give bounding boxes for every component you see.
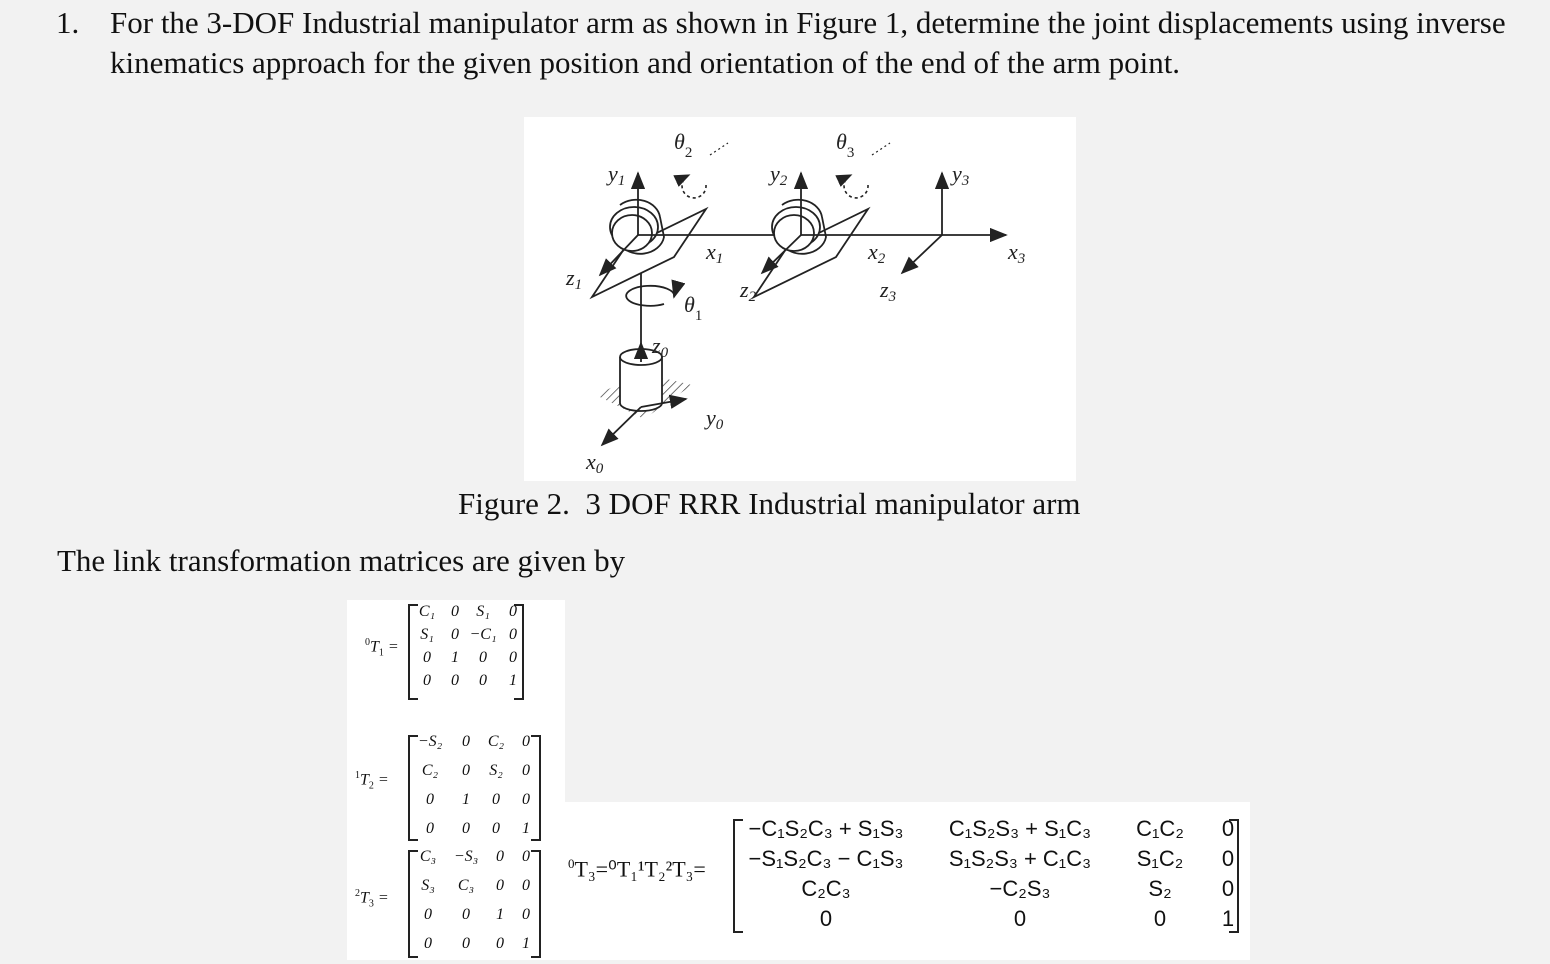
matrix-T12-cell-2-0: 0: [426, 791, 434, 808]
matrix-T12-cell-3-0: 0: [426, 820, 434, 837]
matrix-T12-cell-0-2: C₂: [487, 733, 505, 750]
matrix-T03-cell-2-0: C₂C₃: [801, 876, 851, 901]
label-x1: x1: [706, 239, 724, 267]
label-z0: z0: [652, 333, 669, 361]
matrix-T23-cell-2-2: 1: [496, 906, 504, 923]
joint-2: [592, 200, 706, 297]
joint-3: [754, 200, 868, 297]
matrix-T03-cell-2-2: S₂: [1148, 876, 1172, 901]
matrix-T01-cell-3-0: 0: [423, 672, 431, 689]
matrix-T23-cell-1-0: S₃: [421, 877, 435, 894]
matrix-label-T12: $^1T_2$ =: [355, 770, 389, 792]
matrix-T12-cell-2-3: 0: [522, 791, 530, 808]
label-y1: y1: [608, 161, 626, 189]
matrix-T03-cell-1-3: 0: [1221, 846, 1235, 871]
matrix-T23-cell-1-3: 0: [522, 877, 530, 894]
matrix-T12-cell-2-1: 1: [462, 791, 470, 808]
label-theta3: $\theta_3$: [836, 129, 855, 161]
manipulator-figure: [524, 117, 1076, 481]
matrix-T03-cell-1-2: S₁C₂: [1136, 846, 1184, 871]
label-theta2: $\theta_2$: [674, 129, 693, 161]
matrix-label-T23: $^2T_3$ =: [355, 888, 389, 910]
matrix-T01-cell-0-1: 0: [451, 603, 459, 620]
matrix-T01-cell-3-3: 1: [509, 672, 517, 689]
matrix-T12-cell-1-2: S₂: [489, 762, 503, 779]
problem-text: For the 3-DOF Industrial manipulator arm as shown in Figure 1, determine the joint displacements using inverse kinematics approach for the given position and orientation of the end of the arm point.: [110, 5, 1506, 80]
matrix-T03-cell-0-0: −C₁S₂C₃ + S₁S₃: [748, 816, 904, 841]
matrix-T23-cell-3-0: 0: [424, 935, 432, 952]
matrix-T01-cell-2-2: 0: [479, 649, 487, 666]
matrix-T12-cell-3-2: 0: [492, 820, 500, 837]
matrix-T01-cell-2-1: 1: [451, 649, 459, 666]
matrix-T01-cell-3-1: 0: [451, 672, 459, 689]
label-y0: y0: [706, 405, 724, 433]
matrix-T12-cell-3-1: 0: [462, 820, 470, 837]
matrix-T01-cell-3-2: 0: [479, 672, 487, 689]
label-x3: x3: [1008, 239, 1026, 267]
matrix-T12-cell-3-3: 1: [522, 820, 530, 837]
matrix-T23-cell-2-1: 0: [462, 906, 470, 923]
label-y3: y3: [952, 161, 970, 189]
label-x2: x2: [868, 239, 886, 267]
matrix-T03-cell-1-0: −S₁S₂C₃ − C₁S₃: [748, 846, 904, 871]
matrix-T12-cell-2-2: 0: [492, 791, 500, 808]
matrix-T01-cell-0-3: 0: [509, 603, 517, 620]
matrix-T03-cell-0-3: 0: [1221, 816, 1235, 841]
matrix-T23-cell-3-1: 0: [462, 935, 470, 952]
matrix-T23-cell-3-3: 1: [522, 935, 530, 952]
matrix-T03-cell-1-1: S₁S₂S₃ + C₁C₃: [948, 846, 1092, 871]
matrix-label-T01: $^0T_1$ =: [365, 637, 399, 659]
intro-text: The link transformation matrices are given by: [57, 543, 626, 578]
matrix-T12-cell-1-3: 0: [522, 762, 530, 779]
matrix-T01-cell-1-3: 0: [509, 626, 517, 643]
matrix-T03-cell-3-2: 0: [1153, 906, 1167, 931]
matrix-T03-cell-0-2: C₁C₂: [1136, 816, 1184, 841]
matrix-T01-cell-1-2: −C₁: [469, 626, 497, 643]
matrix-T12-cell-1-0: C₂: [421, 762, 439, 779]
label-z2: z2: [740, 277, 757, 305]
matrix-T23-cell-3-2: 0: [496, 935, 504, 952]
matrix-T23-cell-2-3: 0: [522, 906, 530, 923]
matrix-T01-cell-2-3: 0: [509, 649, 517, 666]
matrix-T03-cell-3-3: 1: [1221, 906, 1235, 931]
problem-number: 1.: [56, 5, 80, 40]
label-z3: z3: [880, 277, 897, 305]
label-z1: z1: [566, 265, 583, 293]
matrix-T12-cell-0-3: 0: [522, 733, 530, 750]
matrix-T23-cell-0-0: C₃: [419, 848, 437, 865]
matrix-T12-cell-0-0: −S₂: [417, 733, 443, 750]
matrix-T01-cell-1-0: S₁: [420, 626, 434, 643]
matrix-T23-cell-0-1: −S₃: [453, 848, 479, 865]
matrix-T23-cell-1-1: C₃: [457, 877, 475, 894]
matrix-T01-cell-2-0: 0: [423, 649, 431, 666]
matrix-T23-cell-0-3: 0: [522, 848, 530, 865]
matrix-T01-cell-0-0: C₁: [418, 603, 436, 620]
matrix-T03-cell-2-1: −C₂S₃: [989, 876, 1051, 901]
label-y2: y2: [770, 161, 788, 189]
label-theta1: $\theta_1$: [684, 292, 703, 324]
label-x0: x0: [586, 449, 604, 477]
manipulator-diagram: [524, 117, 1076, 481]
matrix-T03-bracket-left: [733, 819, 743, 933]
figure-caption: Figure 2. 3 DOF RRR Industrial manipulator arm: [458, 486, 1081, 521]
matrix-T12-cell-1-1: 0: [462, 762, 470, 779]
matrix-T03-cell-3-0: 0: [819, 906, 833, 931]
matrix-T23-cell-2-0: 0: [424, 906, 432, 923]
matrix-T12-cell-0-1: 0: [462, 733, 470, 750]
matrix-T01-cell-0-2: S₁: [476, 603, 490, 620]
matrix-T01-cell-1-1: 0: [451, 626, 459, 643]
matrix-T23-cell-0-2: 0: [496, 848, 504, 865]
matrix-T03-cell-2-3: 0: [1221, 876, 1235, 901]
matrix-T03-cell-3-1: 0: [1013, 906, 1027, 931]
matrix-T03-cell-0-1: C₁S₂S₃ + S₁C₃: [948, 816, 1092, 841]
matrix-T23-cell-1-2: 0: [496, 877, 504, 894]
matrix-label-T03: $^0$T₃=⁰T₁¹T₂²T₃=: [568, 856, 706, 882]
